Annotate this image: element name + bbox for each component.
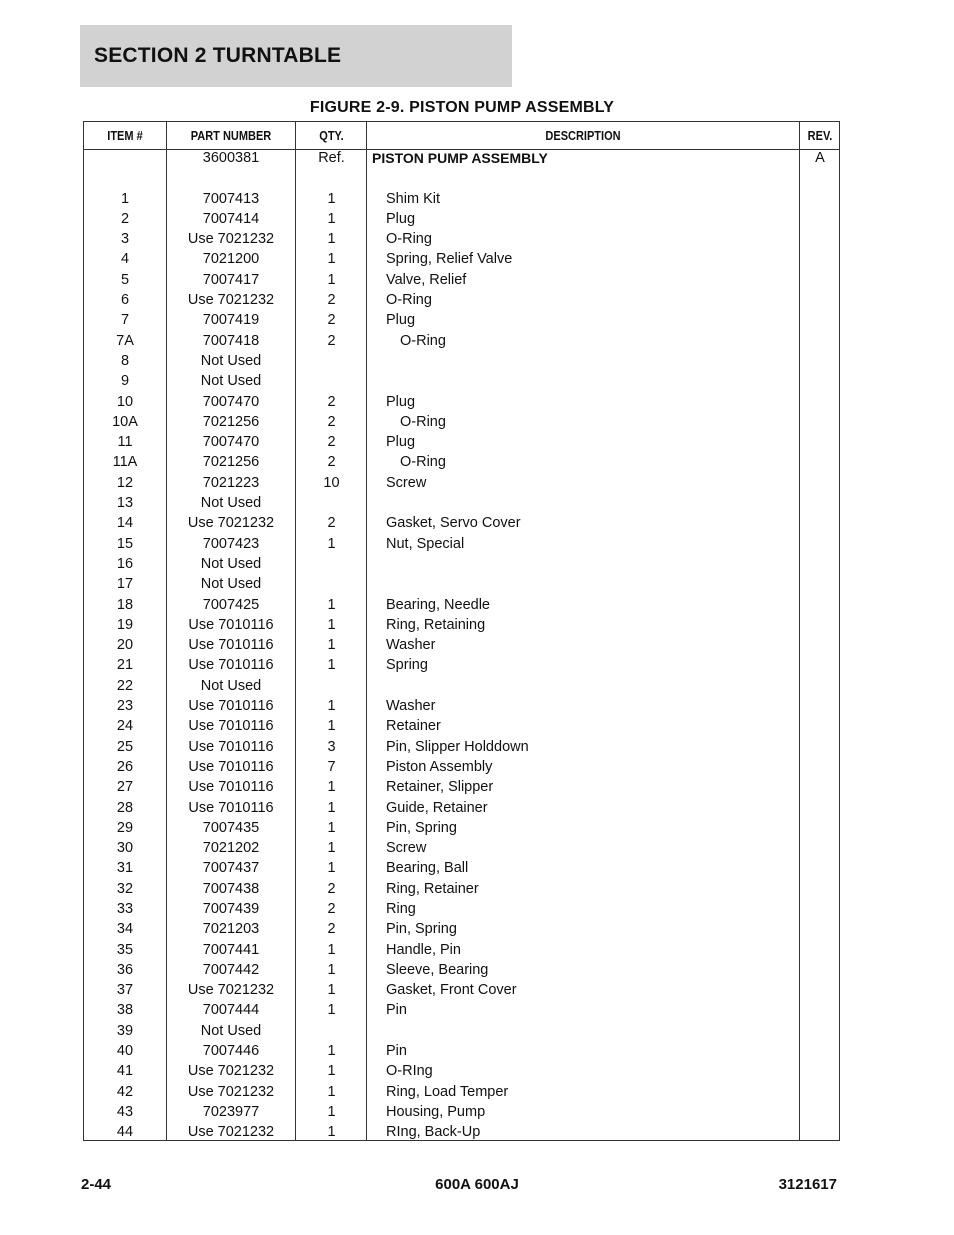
part-number: 7021256 (202, 413, 260, 430)
item-number: 9 (120, 373, 130, 390)
description: Pin, Spring (386, 921, 457, 938)
table-row (84, 1061, 839, 1081)
part-number: Use 7010116 (188, 637, 274, 654)
quantity: 1 (327, 1043, 336, 1060)
quantity: 1 (327, 657, 336, 674)
part-number: Use 7021232 (187, 231, 275, 248)
table-row (84, 513, 839, 533)
description (386, 554, 796, 574)
item-number: 26 (116, 758, 134, 775)
part-number: 7021223 (202, 474, 260, 491)
description: O-Ring (400, 413, 446, 430)
quantity: 1 (327, 616, 336, 633)
spacer-row (84, 168, 839, 188)
table-row (84, 331, 839, 351)
item-number: 7A (116, 332, 134, 349)
part-number: 7021203 (202, 921, 260, 938)
item-number: 2 (120, 210, 130, 227)
table-row (84, 1122, 839, 1142)
item-number: 29 (116, 819, 134, 836)
table-row (84, 980, 839, 1000)
item-number: 28 (116, 799, 134, 816)
table-row (84, 351, 839, 371)
description: Screw (386, 840, 427, 857)
quantity: 2 (327, 413, 336, 430)
description: Handle, Pin (386, 941, 461, 958)
table-row (84, 818, 839, 838)
part-number: 7007414 (202, 210, 260, 227)
part-number: 7007423 (202, 535, 260, 552)
quantity: 2 (327, 393, 336, 410)
table-row (84, 615, 839, 635)
quantity: 1 (327, 596, 336, 613)
part-number: Use 7010116 (188, 616, 274, 633)
table-row (84, 858, 839, 878)
table-row (84, 940, 839, 960)
description: Housing, Pump (386, 1103, 486, 1120)
item-number: 10 (116, 393, 134, 410)
quantity (296, 554, 367, 574)
item-number: 41 (116, 1063, 134, 1080)
quantity: 1 (327, 637, 336, 654)
description: Pin (386, 1043, 407, 1060)
description: Plug (386, 210, 416, 227)
description (386, 351, 796, 371)
item-number: 1 (120, 190, 130, 207)
part-number: Not Used (200, 576, 262, 593)
part-number: Not Used (200, 1022, 262, 1039)
item-number: 32 (116, 880, 134, 897)
part-number: 7007435 (202, 819, 260, 836)
item-number: 20 (116, 637, 134, 654)
assembly-row (84, 148, 839, 168)
quantity: 2 (327, 900, 336, 917)
part-number: 7007437 (202, 860, 260, 877)
table-row (84, 595, 839, 615)
item-number: 23 (116, 698, 134, 715)
quantity: 2 (327, 292, 336, 309)
part-number: Use 7021232 (187, 1063, 275, 1080)
item-number: 35 (116, 941, 134, 958)
description: Bearing, Ball (386, 860, 469, 877)
table-row (84, 310, 839, 330)
table-row (84, 1041, 839, 1061)
description: Plug (386, 393, 416, 410)
section-banner (80, 25, 512, 87)
part-number: 7021202 (202, 840, 260, 857)
quantity: 1 (327, 535, 336, 552)
part-number: Not Used (200, 677, 262, 694)
part-number: Use 7010116 (188, 657, 274, 674)
quantity (296, 676, 367, 696)
description: O-RIng (386, 1063, 433, 1080)
item-number: 7 (120, 312, 130, 329)
table-row (84, 412, 839, 432)
table-row (84, 696, 839, 716)
item-number: 21 (116, 657, 134, 674)
description: Gasket, Servo Cover (386, 515, 521, 532)
quantity: 2 (327, 921, 336, 938)
page-number: 2-44 (81, 1176, 112, 1193)
part-number: Use 7010116 (188, 718, 274, 735)
item-number: 13 (116, 495, 134, 512)
quantity (296, 574, 367, 594)
item-number: 25 (116, 738, 134, 755)
quantity: 1 (327, 860, 336, 877)
parts-table (83, 121, 840, 1141)
quantity: 1 (327, 799, 336, 816)
description: Plug (386, 312, 416, 329)
item-number: 30 (116, 840, 134, 857)
table-row (84, 249, 839, 269)
part-number: Use 7010116 (188, 698, 274, 715)
description (386, 371, 796, 391)
item-number: 19 (116, 616, 134, 633)
item-number: 4 (120, 251, 130, 268)
quantity: 1 (327, 941, 336, 958)
header-part-number: PART NUMBER (190, 128, 272, 143)
item-number: 38 (116, 1002, 134, 1019)
table-row (84, 473, 839, 493)
description: Gasket, Front Cover (386, 982, 517, 999)
quantity: 1 (327, 1083, 336, 1100)
item-number: 34 (116, 921, 134, 938)
part-number: 7023977 (202, 1103, 260, 1120)
quantity: 1 (327, 718, 336, 735)
table-row (84, 919, 839, 939)
table-row (84, 554, 839, 574)
description: Ring, Retainer (386, 880, 479, 897)
table-row (84, 737, 839, 757)
quantity: 2 (327, 515, 336, 532)
quantity: 1 (327, 1063, 336, 1080)
quantity: 2 (327, 434, 336, 451)
description: Washer (386, 698, 436, 715)
item-number: 6 (120, 292, 130, 309)
description: Ring, Retaining (386, 616, 486, 633)
section-title: SECTION 2 TURNTABLE (94, 44, 342, 67)
quantity: 1 (327, 982, 336, 999)
item-number: 36 (116, 961, 134, 978)
part-number: Use 7010116 (188, 758, 274, 775)
part-number: 7007441 (202, 941, 260, 958)
item-number: 37 (116, 982, 134, 999)
quantity: 1 (327, 819, 336, 836)
quantity (296, 351, 367, 371)
table-row (84, 1000, 839, 1020)
description: Bearing, Needle (386, 596, 490, 613)
quantity: 7 (327, 758, 336, 775)
quantity: 1 (327, 961, 336, 978)
table-row (84, 452, 839, 472)
quantity: 2 (327, 880, 336, 897)
quantity: 2 (327, 454, 336, 471)
header-item: ITEM # (107, 128, 143, 143)
quantity: 1 (327, 779, 336, 796)
item-number: 15 (116, 535, 134, 552)
table-row (84, 270, 839, 290)
table-row (84, 879, 839, 899)
description: Valve, Relief (386, 271, 467, 288)
description: RIng, Back-Up (386, 1124, 481, 1141)
table-row (84, 777, 839, 797)
description: Retainer, Slipper (386, 779, 494, 796)
item-number: 33 (116, 900, 134, 917)
quantity: 1 (327, 190, 336, 207)
description: Retainer (386, 718, 441, 735)
quantity: 2 (327, 332, 336, 349)
part-number: Use 7021232 (187, 515, 275, 532)
description (386, 493, 796, 513)
table-row (84, 716, 839, 736)
item-number: 31 (116, 860, 134, 877)
part-number: 7007425 (202, 596, 260, 613)
description: Shim Kit (386, 190, 440, 207)
quantity: 3 (327, 738, 336, 755)
part-number: Not Used (200, 495, 262, 512)
header-description: DESCRIPTION (545, 128, 621, 143)
quantity: 10 (323, 474, 340, 491)
part-number: 7021200 (202, 251, 260, 268)
item-number: 22 (116, 677, 134, 694)
quantity (296, 371, 367, 391)
table-row (84, 229, 839, 249)
quantity: 2 (327, 312, 336, 329)
description: Guide, Retainer (386, 799, 488, 816)
description: Ring (386, 900, 416, 917)
quantity: 1 (327, 251, 336, 268)
description: Sleeve, Bearing (386, 961, 489, 978)
part-number: 7007446 (202, 1043, 260, 1060)
description: O-Ring (400, 332, 446, 349)
part-number: Not Used (200, 555, 262, 572)
item-number: 44 (116, 1124, 134, 1141)
description: O-Ring (386, 292, 432, 309)
item-number: 5 (120, 271, 130, 288)
item-number: 10A (112, 413, 138, 430)
table-row (84, 838, 839, 858)
description: Pin, Slipper Holddown (386, 738, 529, 755)
description: Piston Assembly (386, 758, 493, 775)
description: Screw (386, 474, 427, 491)
table-row (84, 676, 839, 696)
description: Ring, Load Temper (386, 1083, 509, 1100)
table-row (84, 1021, 839, 1041)
table-body (84, 148, 839, 1143)
description: Washer (386, 637, 436, 654)
part-number: 7007419 (202, 312, 260, 329)
item-number: 17 (116, 576, 134, 593)
item-number: 43 (116, 1103, 134, 1120)
item-number: 11A (112, 454, 138, 471)
quantity: 1 (327, 271, 336, 288)
quantity: 1 (327, 231, 336, 248)
table-row (84, 371, 839, 391)
item-number: 40 (116, 1043, 134, 1060)
description: Plug (386, 434, 416, 451)
part-number: 7007442 (202, 961, 260, 978)
header-qty: QTY. (319, 128, 344, 143)
part-number: 7007439 (202, 900, 260, 917)
description: Nut, Special (386, 535, 465, 552)
table-row (84, 960, 839, 980)
description (386, 676, 796, 696)
table-row (84, 798, 839, 818)
assembly-rev: A (815, 150, 825, 166)
table-row (84, 1082, 839, 1102)
item-number: 42 (116, 1083, 134, 1100)
model-number: 600A 600AJ (435, 1176, 519, 1193)
part-number: 7007470 (202, 393, 260, 410)
item-number: 39 (116, 1022, 134, 1039)
table-row (84, 899, 839, 919)
assembly-description: PISTON PUMP ASSEMBLY (372, 150, 548, 166)
part-number: Use 7021232 (187, 292, 275, 309)
table-row (84, 392, 839, 412)
item-number: 8 (120, 352, 130, 369)
table-row (84, 432, 839, 452)
part-number: 7021256 (202, 454, 260, 471)
description: Spring (386, 657, 428, 674)
part-number: Not Used (200, 352, 262, 369)
figure-title: FIGURE 2-9. PISTON PUMP ASSEMBLY (309, 99, 615, 116)
part-number: Use 7021232 (187, 982, 275, 999)
table-row (84, 655, 839, 675)
quantity: 1 (327, 1124, 336, 1141)
part-number: Use 7010116 (188, 799, 274, 816)
quantity: 1 (327, 1103, 336, 1120)
part-number: 7007470 (202, 434, 260, 451)
table-row (84, 493, 839, 513)
description (386, 1021, 796, 1041)
table-row (84, 635, 839, 655)
part-number: Use 7010116 (188, 738, 274, 755)
quantity: 1 (327, 698, 336, 715)
description: Pin (386, 1002, 407, 1019)
document-number: 3121617 (778, 1176, 837, 1193)
assembly-part-number: 3600381 (202, 150, 260, 166)
table-row (84, 209, 839, 229)
part-number: 7007413 (202, 190, 260, 207)
part-number: 7007417 (202, 271, 260, 288)
table-row (84, 574, 839, 594)
part-number: 7007438 (202, 880, 260, 897)
description: Pin, Spring (386, 819, 457, 836)
assembly-qty: Ref. (318, 150, 345, 166)
item-number: 12 (116, 474, 134, 491)
quantity (296, 493, 367, 513)
part-number: Use 7021232 (187, 1124, 275, 1141)
description (386, 574, 796, 594)
quantity (296, 1021, 367, 1041)
table-row (84, 757, 839, 777)
table-row (84, 1102, 839, 1122)
item-number: 3 (120, 231, 130, 248)
table-row (84, 189, 839, 209)
item-number: 18 (116, 596, 134, 613)
item-number: 11 (117, 434, 133, 451)
item-number: 14 (116, 515, 134, 532)
description: O-Ring (400, 454, 446, 471)
description: Spring, Relief Valve (386, 251, 513, 268)
table-row (84, 290, 839, 310)
description: O-Ring (386, 231, 432, 248)
item-number: 16 (116, 555, 134, 572)
part-number: 7007418 (202, 332, 260, 349)
quantity: 1 (327, 840, 336, 857)
part-number: 7007444 (202, 1002, 260, 1019)
part-number: Use 7010116 (188, 779, 274, 796)
item-number: 27 (116, 779, 134, 796)
part-number: Use 7021232 (187, 1083, 275, 1100)
quantity: 1 (327, 1002, 336, 1019)
item-number: 24 (116, 718, 134, 735)
quantity: 1 (327, 210, 336, 227)
part-number: Not Used (200, 373, 262, 390)
table-row (84, 534, 839, 554)
header-rev: REV. (807, 128, 833, 143)
